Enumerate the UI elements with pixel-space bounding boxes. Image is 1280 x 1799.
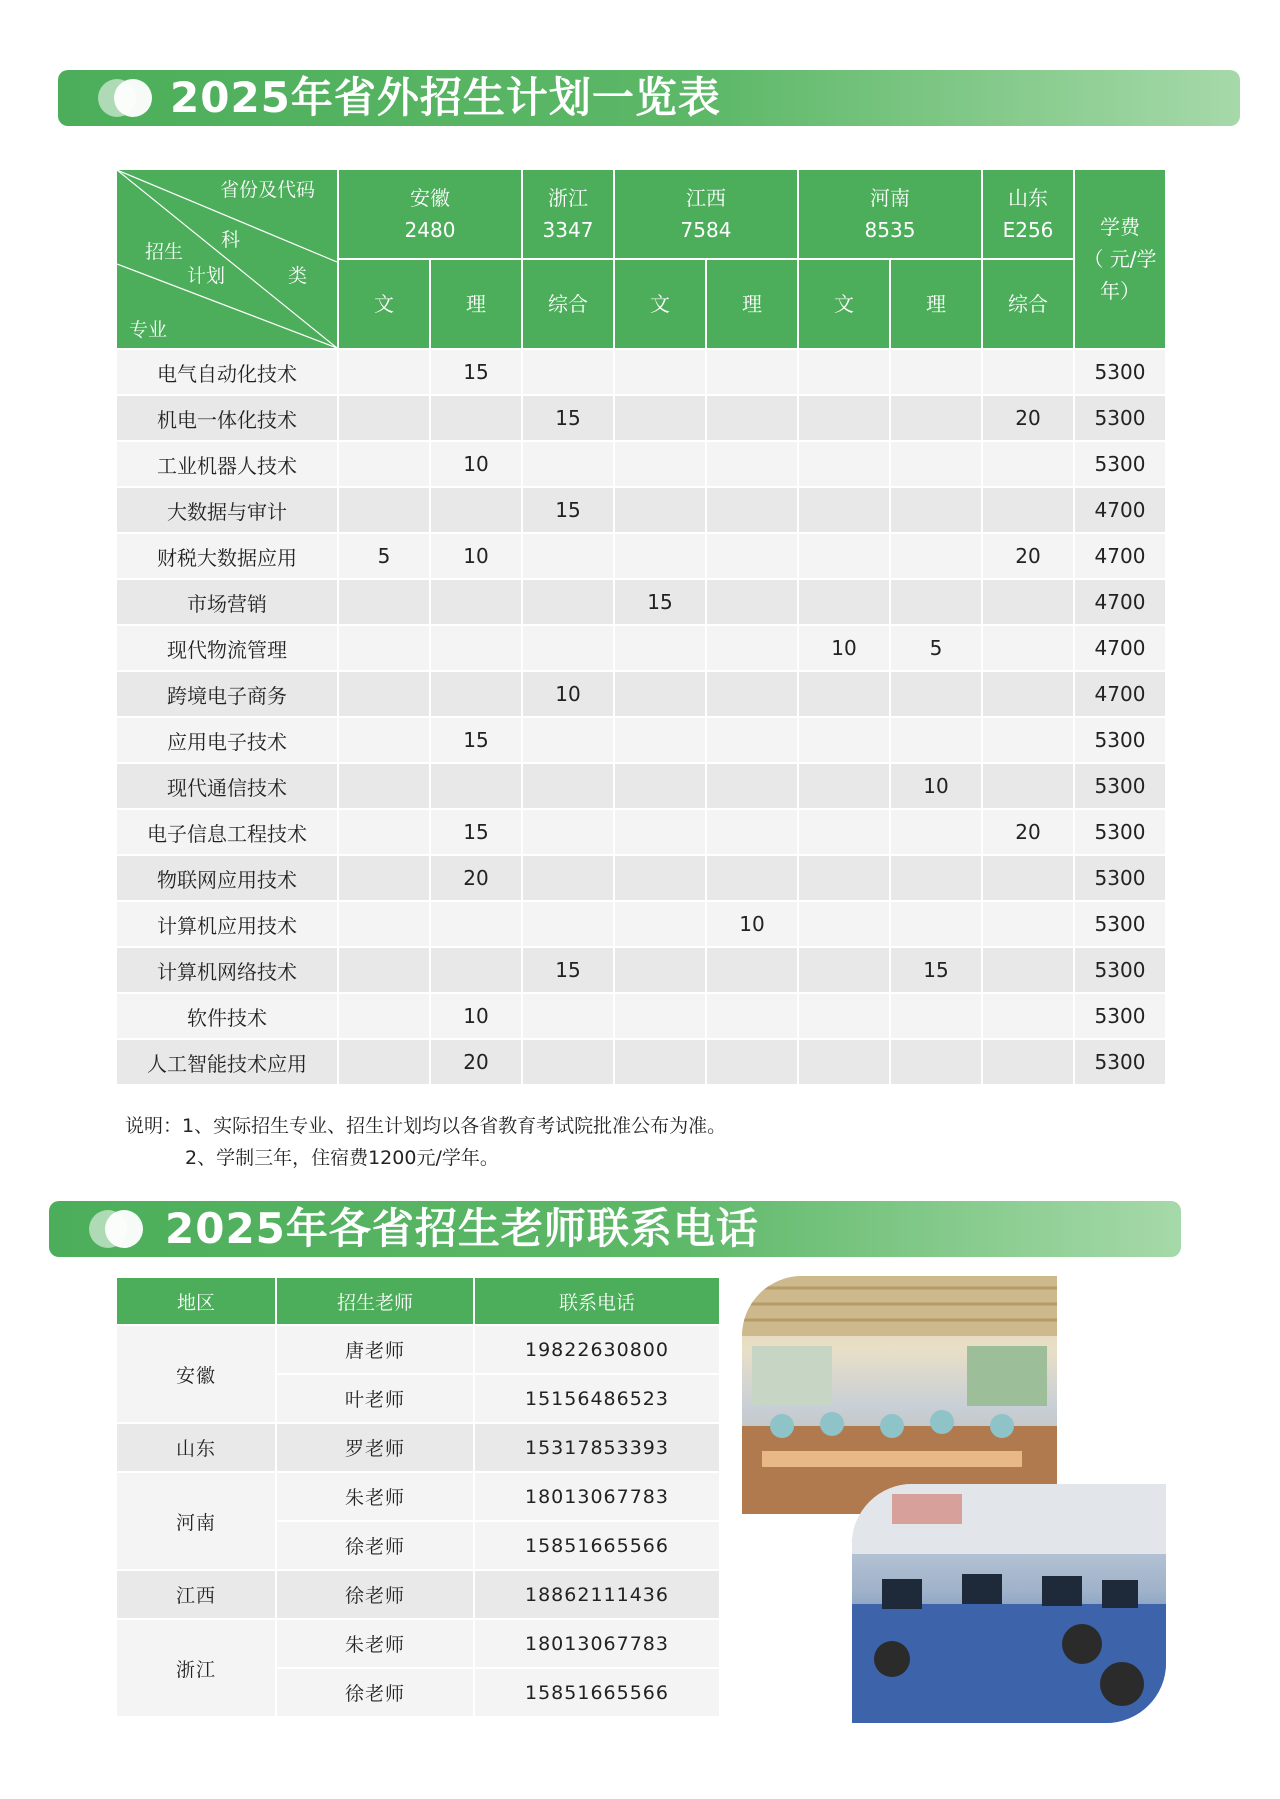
quota-cell [339, 948, 429, 992]
phone-cell: 15851665566 [475, 1669, 719, 1716]
fee-cell: 5300 [1075, 994, 1165, 1038]
quota-cell [707, 718, 797, 762]
subheader-cell: 文 [339, 260, 429, 348]
table-row [117, 672, 1165, 716]
quota-cell: 15 [431, 810, 521, 854]
subheader-cell: 综合 [523, 260, 613, 348]
quota-cell [707, 764, 797, 808]
quota-cell [891, 810, 981, 854]
fee-cell: 5300 [1075, 948, 1165, 992]
quota-cell: 15 [891, 948, 981, 992]
quota-cell [339, 396, 429, 440]
quota-cell [431, 488, 521, 532]
quota-cell [431, 902, 521, 946]
quota-cell [983, 718, 1073, 762]
fee-cell: 5300 [1075, 350, 1165, 394]
quota-cell [707, 350, 797, 394]
phone-cell: 15851665566 [475, 1522, 719, 1569]
quota-cell [523, 580, 613, 624]
quota-cell [983, 442, 1073, 486]
quota-cell [431, 580, 521, 624]
contact-table-body [117, 1326, 719, 1716]
quota-cell: 20 [431, 856, 521, 900]
major-cell: 市场营销 [117, 580, 337, 624]
table-row [117, 442, 1165, 486]
quota-cell [615, 948, 705, 992]
table-row [117, 488, 1165, 532]
quota-cell [523, 1040, 613, 1084]
fee-cell: 5300 [1075, 718, 1165, 762]
quota-cell [707, 1040, 797, 1084]
region-cell: 浙江 [117, 1620, 275, 1716]
quota-cell: 15 [431, 718, 521, 762]
quota-cell [799, 1040, 889, 1084]
quota-cell [431, 626, 521, 670]
circles-icon [98, 79, 158, 117]
quota-cell [615, 994, 705, 1038]
quota-cell [983, 902, 1073, 946]
quota-cell [523, 626, 613, 670]
corner-plan-label-a: 招生 [145, 241, 184, 263]
province-header-zhejiang: 浙江 3347 [523, 170, 613, 258]
subheader-cell: 理 [431, 260, 521, 348]
fee-cell: 5300 [1075, 856, 1165, 900]
quota-cell [891, 534, 981, 578]
quota-cell [615, 626, 705, 670]
teacher-cell: 徐老师 [277, 1522, 473, 1569]
quota-cell [339, 856, 429, 900]
major-cell: 工业机器人技术 [117, 442, 337, 486]
table-row [117, 580, 1165, 624]
quota-cell [431, 672, 521, 716]
quota-cell [799, 810, 889, 854]
quota-cell: 10 [431, 994, 521, 1038]
major-cell: 计算机网络技术 [117, 948, 337, 992]
quota-cell [523, 442, 613, 486]
quota-cell: 5 [339, 534, 429, 578]
fee-cell: 5300 [1075, 442, 1165, 486]
quota-cell [339, 442, 429, 486]
quota-cell [799, 672, 889, 716]
quota-cell [523, 718, 613, 762]
contact-table [115, 1276, 721, 1718]
major-cell: 现代物流管理 [117, 626, 337, 670]
quota-cell [983, 764, 1073, 808]
quota-cell [799, 856, 889, 900]
corner-province-label: 省份及代码 [219, 179, 315, 201]
quota-cell [339, 350, 429, 394]
quota-cell: 10 [707, 902, 797, 946]
quota-cell [339, 580, 429, 624]
table-row [117, 1040, 1165, 1084]
quota-cell [799, 718, 889, 762]
quota-cell [891, 488, 981, 532]
phone-cell: 15156486523 [475, 1375, 719, 1422]
fee-cell: 4700 [1075, 626, 1165, 670]
quota-cell [799, 396, 889, 440]
contact-header-region: 地区 [117, 1278, 275, 1324]
quota-cell [707, 948, 797, 992]
quota-cell [799, 350, 889, 394]
quota-cell [615, 810, 705, 854]
note-line-1: 说明：1、实际招生专业、招生计划均以各省教育考试院批准公布为准。 [125, 1115, 727, 1137]
quota-cell [983, 350, 1073, 394]
quota-cell: 10 [523, 672, 613, 716]
subheader-cell: 文 [799, 260, 889, 348]
quota-cell [891, 396, 981, 440]
quota-cell: 15 [523, 396, 613, 440]
quota-cell [799, 580, 889, 624]
major-cell: 大数据与审计 [117, 488, 337, 532]
quota-cell [983, 626, 1073, 670]
major-cell: 现代通信技术 [117, 764, 337, 808]
major-cell: 人工智能技术应用 [117, 1040, 337, 1084]
quota-cell [891, 902, 981, 946]
quota-cell [431, 396, 521, 440]
quota-cell [983, 994, 1073, 1038]
contact-header-phone: 联系电话 [475, 1278, 719, 1324]
teacher-cell: 朱老师 [277, 1620, 473, 1667]
quota-cell [707, 994, 797, 1038]
quota-cell [339, 672, 429, 716]
quota-cell [799, 534, 889, 578]
region-cell: 安徽 [117, 1326, 275, 1422]
table-row [117, 1571, 719, 1618]
quota-cell [707, 810, 797, 854]
quota-cell [983, 856, 1073, 900]
quota-cell [339, 810, 429, 854]
quota-cell: 10 [799, 626, 889, 670]
quota-cell [339, 902, 429, 946]
quota-cell [615, 350, 705, 394]
table-row [117, 948, 1165, 992]
table-row [117, 396, 1165, 440]
quota-cell [523, 856, 613, 900]
phone-cell: 18862111436 [475, 1571, 719, 1618]
section-title-contact: 2025年各省招生老师联系电话 [165, 1204, 759, 1253]
quota-cell [707, 534, 797, 578]
quota-cell [339, 488, 429, 532]
subheader-cell: 理 [891, 260, 981, 348]
quota-cell [431, 764, 521, 808]
note-line-2: 2、学制三年，住宿费1200元/学年。 [185, 1147, 499, 1169]
quota-cell: 20 [983, 534, 1073, 578]
quota-cell [523, 902, 613, 946]
quota-cell [615, 1040, 705, 1084]
quota-cell: 10 [891, 764, 981, 808]
fee-cell: 4700 [1075, 580, 1165, 624]
phone-cell: 18013067783 [475, 1620, 719, 1667]
circles-icon [89, 1210, 149, 1248]
quota-cell [707, 580, 797, 624]
region-cell: 山东 [117, 1424, 275, 1471]
quota-cell: 20 [431, 1040, 521, 1084]
quota-cell [891, 350, 981, 394]
quota-cell: 10 [431, 534, 521, 578]
major-cell: 软件技术 [117, 994, 337, 1038]
quota-cell [615, 856, 705, 900]
fee-cell: 5300 [1075, 902, 1165, 946]
quota-cell [523, 994, 613, 1038]
phone-cell: 19822630800 [475, 1326, 719, 1373]
quota-cell [983, 1040, 1073, 1084]
quota-cell [523, 350, 613, 394]
teacher-cell: 朱老师 [277, 1473, 473, 1520]
quota-cell [339, 718, 429, 762]
quota-cell [891, 442, 981, 486]
fee-cell: 5300 [1075, 764, 1165, 808]
section-title-plan: 2025年省外招生计划一览表 [170, 73, 721, 122]
quota-cell [707, 672, 797, 716]
table-row [117, 718, 1165, 762]
fee-cell: 5300 [1075, 810, 1165, 854]
quota-cell [891, 994, 981, 1038]
quota-cell [615, 534, 705, 578]
quota-cell [523, 764, 613, 808]
quota-cell: 15 [523, 948, 613, 992]
notes [125, 1110, 726, 1174]
enrollment-plan-table [115, 168, 1167, 1086]
quota-cell [615, 442, 705, 486]
teacher-cell: 徐老师 [277, 1669, 473, 1716]
quota-cell [983, 580, 1073, 624]
major-cell: 应用电子技术 [117, 718, 337, 762]
province-header-anhui: 安徽 2480 [339, 170, 521, 258]
quota-cell: 15 [523, 488, 613, 532]
major-cell: 电气自动化技术 [117, 350, 337, 394]
quota-cell [615, 672, 705, 716]
section-banner-contact [49, 1201, 1181, 1257]
subheader-cell: 综合 [983, 260, 1073, 348]
major-cell: 财税大数据应用 [117, 534, 337, 578]
quota-cell [891, 1040, 981, 1084]
quota-cell: 10 [431, 442, 521, 486]
table-row [117, 902, 1165, 946]
subheader-cell: 文 [615, 260, 705, 348]
quota-cell [339, 1040, 429, 1084]
teacher-cell: 叶老师 [277, 1375, 473, 1422]
quota-cell [615, 902, 705, 946]
subheader-cell: 理 [707, 260, 797, 348]
table-row [117, 856, 1165, 900]
corner-major-label: 专业 [129, 319, 168, 341]
quota-cell [799, 764, 889, 808]
province-header-shandong: 山东 E256 [983, 170, 1073, 258]
region-cell: 江西 [117, 1571, 275, 1618]
major-cell: 计算机应用技术 [117, 902, 337, 946]
quota-cell [891, 718, 981, 762]
quota-cell [891, 856, 981, 900]
classroom-photo [742, 1276, 1057, 1514]
quota-cell [615, 396, 705, 440]
major-cell: 物联网应用技术 [117, 856, 337, 900]
quota-cell [707, 442, 797, 486]
fee-cell: 4700 [1075, 672, 1165, 716]
region-cell: 河南 [117, 1473, 275, 1569]
quota-cell [339, 994, 429, 1038]
teacher-cell: 唐老师 [277, 1326, 473, 1373]
quota-cell [707, 626, 797, 670]
quota-cell [799, 994, 889, 1038]
fee-cell: 5300 [1075, 396, 1165, 440]
major-cell: 机电一体化技术 [117, 396, 337, 440]
quota-cell: 20 [983, 396, 1073, 440]
quota-cell: 5 [891, 626, 981, 670]
quota-cell [615, 488, 705, 532]
quota-cell: 15 [615, 580, 705, 624]
plan-table-body [117, 350, 1165, 1084]
table-row [117, 1424, 719, 1471]
quota-cell: 15 [431, 350, 521, 394]
quota-cell [799, 948, 889, 992]
corner-category-label: 类 [287, 265, 307, 287]
quota-cell [799, 902, 889, 946]
section-banner-plan [58, 70, 1240, 126]
quota-cell [339, 626, 429, 670]
quota-cell [983, 672, 1073, 716]
quota-cell [799, 488, 889, 532]
header-corner-cell [117, 170, 337, 348]
quota-cell [891, 580, 981, 624]
quota-cell [983, 948, 1073, 992]
corner-plan-label-b: 计划 [187, 265, 226, 287]
table-row [117, 1620, 719, 1667]
corner-subject-label: 科 [221, 229, 241, 251]
teacher-cell: 徐老师 [277, 1571, 473, 1618]
quota-cell [615, 718, 705, 762]
quota-cell [615, 764, 705, 808]
fee-cell: 5300 [1075, 1040, 1165, 1084]
quota-cell [431, 948, 521, 992]
contact-header-teacher: 招生老师 [277, 1278, 473, 1324]
quota-cell [707, 488, 797, 532]
province-header-henan: 河南 8535 [799, 170, 981, 258]
quota-cell [523, 534, 613, 578]
province-header-jiangxi: 江西 7584 [615, 170, 797, 258]
major-cell: 电子信息工程技术 [117, 810, 337, 854]
teacher-cell: 罗老师 [277, 1424, 473, 1471]
fee-header: 学费 （ 元/学 年） [1075, 170, 1165, 348]
quota-cell [339, 764, 429, 808]
table-row [117, 534, 1165, 578]
quota-cell [891, 672, 981, 716]
quota-cell: 20 [983, 810, 1073, 854]
table-row [117, 1326, 719, 1373]
phone-cell: 18013067783 [475, 1473, 719, 1520]
quota-cell [983, 488, 1073, 532]
table-row [117, 764, 1165, 808]
table-row [117, 1473, 719, 1520]
quota-cell [799, 442, 889, 486]
table-row [117, 994, 1165, 1038]
quota-cell [707, 396, 797, 440]
major-cell: 跨境电子商务 [117, 672, 337, 716]
quota-cell [707, 856, 797, 900]
table-row [117, 810, 1165, 854]
phone-cell: 15317853393 [475, 1424, 719, 1471]
fee-cell: 4700 [1075, 488, 1165, 532]
quota-cell [523, 810, 613, 854]
fee-cell: 4700 [1075, 534, 1165, 578]
computer-lab-photo [852, 1484, 1166, 1723]
table-row [117, 626, 1165, 670]
table-row [117, 350, 1165, 394]
